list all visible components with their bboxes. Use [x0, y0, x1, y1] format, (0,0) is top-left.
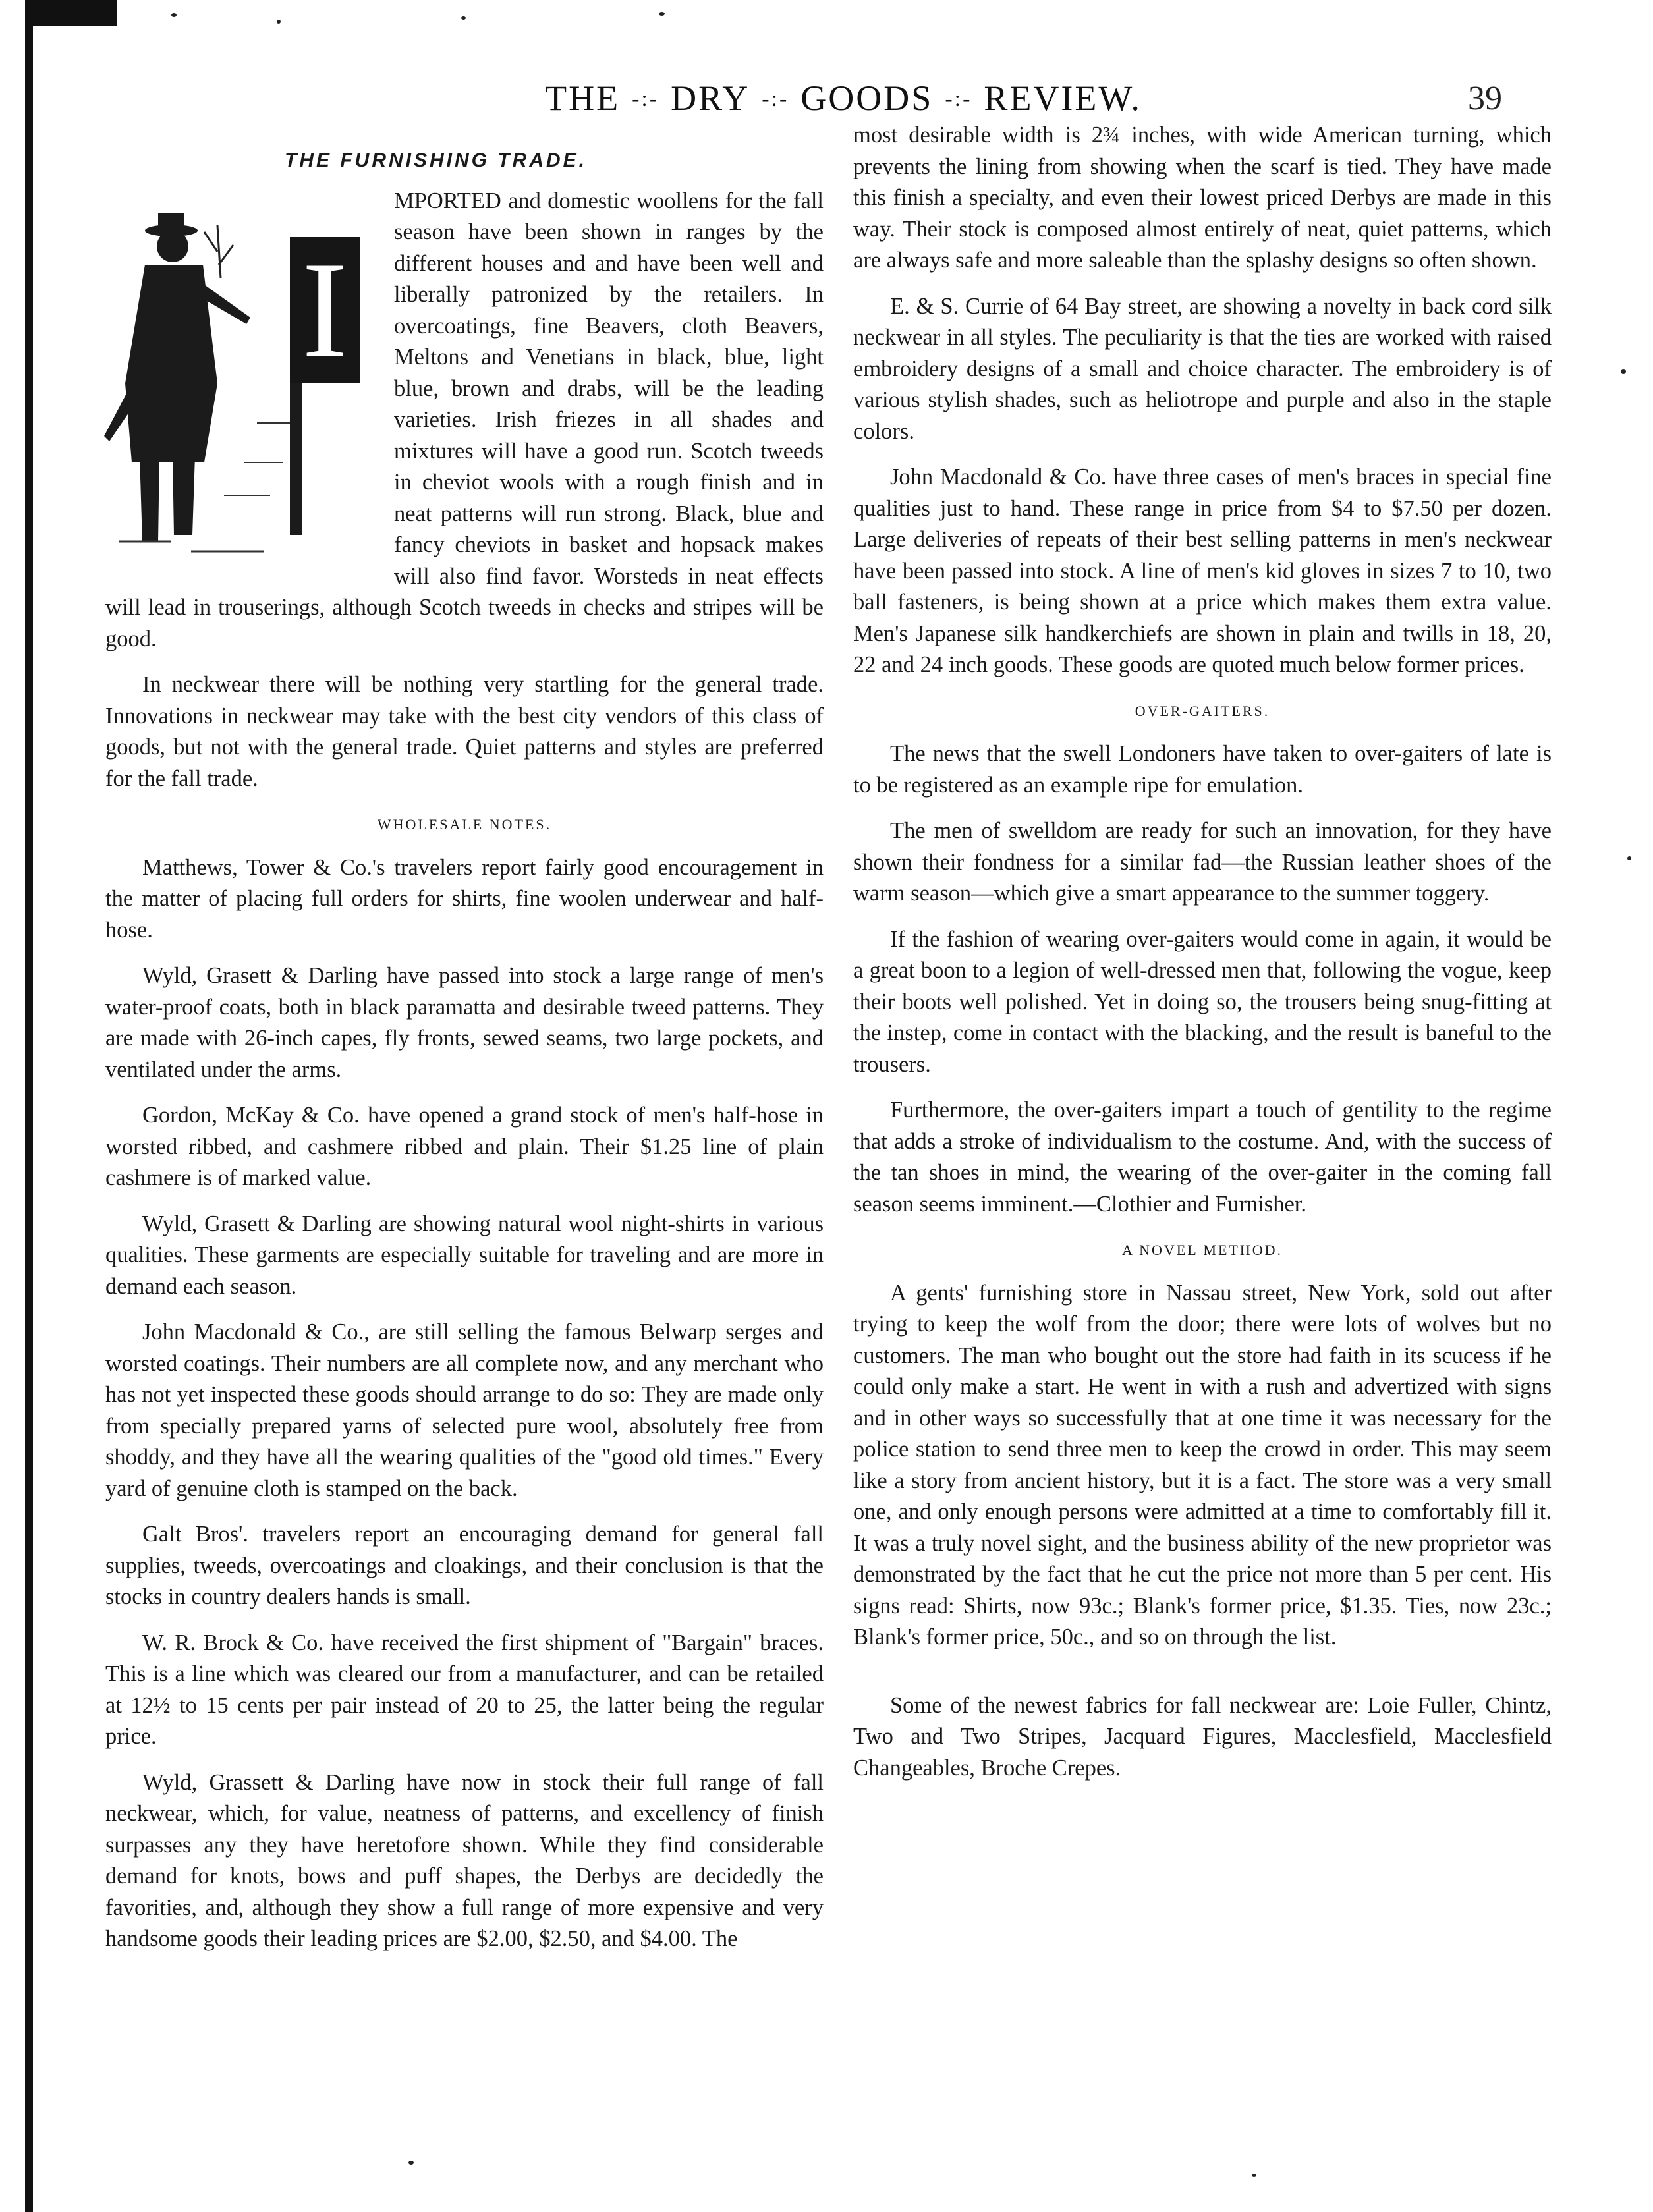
scan-speck: [1621, 369, 1626, 374]
scan-speck: [171, 13, 177, 17]
wholesale-notes-heading: WHOLESALE NOTES.: [377, 816, 552, 833]
wholesale-paragraph: Galt Bros'. travelers report an encouraging demand for general fall supplies, tweeds, overcoatings and cloakings, and their conclusion is that the stocks in country dealers hands is small.: [105, 1522, 824, 1609]
binding-edge-top: [25, 0, 117, 26]
over-gaiters-paragraph: If the fashion of wearing over-gaiters would come in again, it would be a great boon to a legion of well-dressed men that, following the vogue, keep their boots well polished. Yet in doing so, the trousers being snug-fitting at the instep, come in contact with the blacking, and the result is baneful to the trousers.: [853, 926, 1552, 1077]
over-gaiters-paragraph: The news that the swell Londoners have taken to over-gaiters of late is to be registered as an example ripe for emulation.: [853, 741, 1552, 798]
scan-speck: [461, 16, 466, 20]
masthead-separator: -:-: [632, 87, 659, 111]
wholesale-paragraph: Wyld, Grasett & Darling have passed into stock a large range of men's water-proof coats, both in black paramatta and desirable tweed patterns. They are made with 26-inch capes, fly fronts, sewed seams, two large pockets, and ventilated under the arms.: [105, 963, 824, 1082]
section-title: THE FURNISHING TRADE.: [285, 150, 587, 171]
masthead-separator: -:-: [945, 87, 972, 111]
closing-paragraph: Some of the newest fabrics for fall neckwear are: Loie Fuller, Chintz, Two and Two Stripes, Jacquard Figures, Macclesfield, Macclesfield Changeables, Broche Crepes.: [853, 1692, 1552, 1781]
masthead-word-2: DRY: [671, 78, 750, 118]
over-gaiters-paragraph: The men of swelldom are ready for such an innovation, for they have shown their fondness for a similar fad—the Russian leather shoes of the warm season—which give a smart appearance to the summer toggery.: [853, 818, 1552, 906]
dropcap-illustration: [92, 186, 382, 581]
masthead-word-1: THE: [545, 78, 621, 118]
masthead-word-3: GOODS: [800, 78, 934, 118]
scan-speck: [1627, 856, 1631, 860]
continued-paragraph: most desirable width is 2¾ inches, with wide American turning, which prevents the lining from showing when the scarf is tied. They have made this finish a specialty, and even their lowest priced Derbys are made in this way. Their stock is composed almost entirely of neat, quiet patterns, which are always safe and more saleable than the splashy designs so often shown.: [853, 123, 1552, 273]
right-column: [853, 120, 1552, 1798]
masthead-separator: -:-: [762, 87, 789, 111]
wholesale-paragraph: John Macdonald & Co., are still selling the famous Belwarp serges and worsted coatings. Their numbers are all complete now, and any merchant who has not yet inspected these goods should arrange to do so: They are made only from specially prepared yarns of selected pure wool, absolutely free from shoddy, and they have all the wearing qualities of the "good old times." Every yard of genuine cloth is stamped on the back.: [105, 1319, 824, 1501]
intro-paragraph: MPORTED and domestic woollens for the fall season have been shown in ranges by the different houses and and have been well and liberally patronized by the retailers. In overcoatings, fine Beavers, cloth Beavers, Meltons and Venetians in black, blue, light blue, brown and drabs, will be the leading varieties. Irish friezes in all shades and mixtures will have a good run. Scotch tweeds in cheviot wools with a rough finish and in neat patterns will run strong. Black, blue and fancy cheviots in basket and hopsack makes will also find favor. Worsteds in neat effects will lead in trouserings, although Scotch tweeds in checks and stripes will be good.: [105, 188, 824, 651]
news-paragraph: E. & S. Currie of 64 Bay street, are showing a novelty in back cord silk neckwear in all styles. The peculiarity is that the ties are worked with raised embroidery designs of a small and choice character. The embroidery is of various stylish shades, such as heliotrope and purple and also in the staple colors.: [853, 293, 1552, 444]
masthead-word-4: REVIEW.: [984, 78, 1142, 118]
wholesale-paragraph: Matthews, Tower & Co.'s travelers report fairly good encouragement in the matter of placing full orders for shirts, fine woolen underwear and half-hose.: [105, 854, 824, 943]
wholesale-paragraph: Wyld, Grasett & Darling are showing natural wool night-shirts in various qualities. These garments are especially suitable for traveling and are more in demand each season.: [105, 1211, 824, 1299]
over-gaiters-heading: OVER-GAITERS.: [1135, 702, 1270, 719]
scan-speck: [277, 20, 281, 24]
wholesale-paragraph: W. R. Brock & Co. have received the first shipment of "Bargain" braces. This is a line which was cleared our from a manufacturer, and can be retailed at 12½ to 15 cents per pair instead of 20 to 25, the latter being the regular price.: [105, 1630, 824, 1749]
wholesale-paragraph: Wyld, Grassett & Darling have now in stock their full range of fall neckwear, which, for value, neatness of patterns, and excellency of finish surpasses any they have heretofore shown. While they find considerable demand for knots, bows and puff shapes, the Derbys are decidedly the favorities, and, although they show a full range of more expensive and very handsome goods their leading prices are $2.00, $2.50, and $4.00. The: [105, 1769, 824, 1951]
scan-speck: [408, 2161, 414, 2165]
news-paragraph: John Macdonald & Co. have three cases of men's braces in special fine qualities just to hand. These range in price from $4 to $7.50 per dozen. Large deliveries of repeats of their best selling patterns in men's neckwear have been passed into stock. A line of men's kid gloves in sizes 7 to 10, two ball fasteners, is being shown at a price which makes them extra value. Men's Japanese silk handkerchiefs are shown in plain and twills in 18, 20, 22 and 24 inch goods. These goods are quoted much below former prices.: [853, 464, 1552, 677]
binding-edge: [25, 0, 33, 2212]
page-number: 39: [1468, 80, 1502, 117]
neckwear-paragraph: In neckwear there will be nothing very startling for the general trade. Innovations in neckwear may take with the best city vendors of this class of goods, but not with the general trade. Quiet patterns and styles are preferred for the fall trade.: [105, 672, 824, 791]
over-gaiters-paragraph: Furthermore, the over-gaiters impart a touch of gentility to the regime that adds a stroke of individualism to the costume. And, with the success of the tan shoes in mind, the wearing of the over-gaiter in the coming fall season seems imminent.—Clothier and Furnisher.: [853, 1097, 1552, 1217]
dropcap-letter: I: [290, 237, 360, 383]
novel-method-heading: A NOVEL METHOD.: [1122, 1242, 1283, 1258]
scan-speck: [659, 12, 665, 16]
left-column: [105, 145, 824, 1970]
wholesale-paragraph: Gordon, McKay & Co. have opened a grand stock of men's half-hose in worsted ribbed, and cashmere ribbed and plain. Their $1.25 line of plain cashmere is of marked value.: [105, 1103, 824, 1190]
scan-speck: [1252, 2174, 1256, 2177]
masthead: [520, 78, 1166, 119]
novel-method-paragraph: A gents' furnishing store in Nassau street, New York, sold out after trying to keep the wolf from the door; there were lots of wolves but no customers. The man who bought out the store had faith in its scucess if he could only make a start. He went in with a rush and advertized with signs and in other ways so successfully that at one time it was necessary for the police station to send three men to keep the crowd in order. This may seem like a story from ancient history, but it is a fact. The store was a very small one, and only enough persons were admitted at a time to comfortably fill it. It was a truly novel sight, and the business ability of the new proprietor was demonstrated by the fact that he cut the price not more than 5 per cent. His signs read: Shirts, now 93c.; Blank's former price, $1.35. Ties, now 23c.; Blank's former price, 50c., and so on through the list.: [853, 1280, 1552, 1649]
